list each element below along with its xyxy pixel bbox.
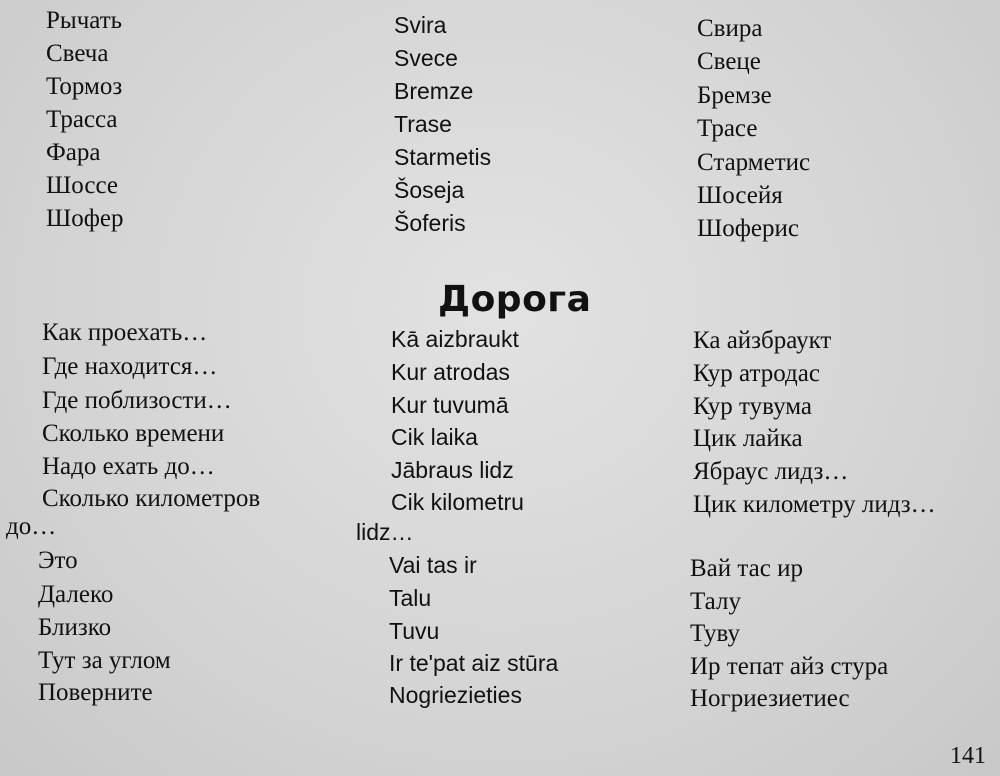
phrase-ru: Тут за углом: [38, 647, 171, 674]
page-number: 141: [950, 743, 986, 769]
phrase-translit: Ир тепат айз стура: [690, 653, 889, 680]
phrase-translit: Трасе: [697, 115, 758, 142]
phrase-translit: Кур атродас: [693, 360, 820, 387]
phrase-ru: Надо ехать до…: [42, 453, 215, 480]
phrase-lv: Kur atrodas: [391, 359, 510, 385]
phrase-translit: Шосейя: [697, 182, 783, 209]
phrase-translit: Цик километру лидз…: [693, 491, 936, 518]
phrase-ru: Поверните: [38, 679, 153, 706]
phrase-lv: Kur tuvumā: [391, 392, 509, 418]
phrase-ru: Рычать: [46, 7, 123, 34]
phrase-translit: Свеце: [697, 48, 761, 75]
phrase-lv: Trase: [394, 111, 452, 137]
phrase-ru: Где поблизости…: [42, 387, 232, 414]
phrase-ru: Сколько километров: [42, 485, 261, 512]
phrase-translit: Туву: [690, 620, 740, 647]
phrase-ru: Шофер: [46, 205, 124, 232]
section-heading: Дорога: [438, 279, 592, 320]
phrase-ru: Где находится…: [42, 353, 218, 380]
phrase-translit: Бремзе: [697, 82, 772, 109]
phrase-ru: Фара: [46, 139, 101, 166]
phrase-lv: Bremze: [394, 78, 474, 104]
phrase-lv: Cik laika: [391, 424, 478, 450]
phrase-translit: Шоферис: [697, 215, 799, 242]
phrase-translit: Талу: [690, 588, 741, 615]
phrase-translit: Ябраус лидз…: [693, 458, 849, 485]
phrase-lv: Vai tas ir: [389, 552, 477, 578]
phrase-translit: Свира: [697, 15, 763, 42]
phrase-translit: Вай тас ир: [690, 555, 803, 582]
phrase-lv: Starmetis: [394, 144, 492, 170]
phrase-translit: Ногриезиетиес: [690, 685, 850, 712]
phrase-ru: Близко: [38, 614, 112, 641]
phrase-lv: Nogriezieties: [389, 682, 522, 708]
phrase-lv: Kā aizbraukt: [391, 326, 519, 352]
phrase-translit: Старметис: [697, 149, 811, 176]
phrase-lv: Svece: [394, 45, 458, 71]
phrase-translit: Кур тувума: [693, 393, 813, 420]
phrase-translit: Ка айзбраукт: [693, 327, 832, 354]
phrase-lv: Jābraus lidz: [391, 457, 514, 483]
phrase-lv: Cik kilometru: [391, 489, 524, 515]
phrase-ru-continuation: до…: [6, 513, 57, 540]
phrase-lv: Tuvu: [389, 618, 440, 644]
phrase-ru: Далеко: [38, 581, 114, 608]
phrase-ru: Свеча: [46, 40, 109, 67]
phrase-lv: Svira: [394, 12, 447, 38]
phrase-ru: Тормоз: [46, 73, 123, 100]
phrase-translit: Цик лайка: [693, 425, 803, 452]
phrase-lv-continuation: lidz…: [356, 519, 414, 545]
phrase-ru: Сколько времени: [42, 420, 225, 447]
phrase-ru: Шоссе: [46, 172, 118, 199]
phrase-ru: Это: [38, 547, 78, 574]
phrase-lv: Ir te'pat aiz stūra: [389, 650, 559, 676]
phrase-ru: Трасса: [46, 106, 118, 133]
phrase-lv: Talu: [389, 585, 432, 611]
phrase-lv: Šoseja: [394, 177, 465, 203]
phrase-ru: Как проехать…: [42, 319, 208, 346]
phrase-lv: Šoferis: [394, 210, 466, 236]
